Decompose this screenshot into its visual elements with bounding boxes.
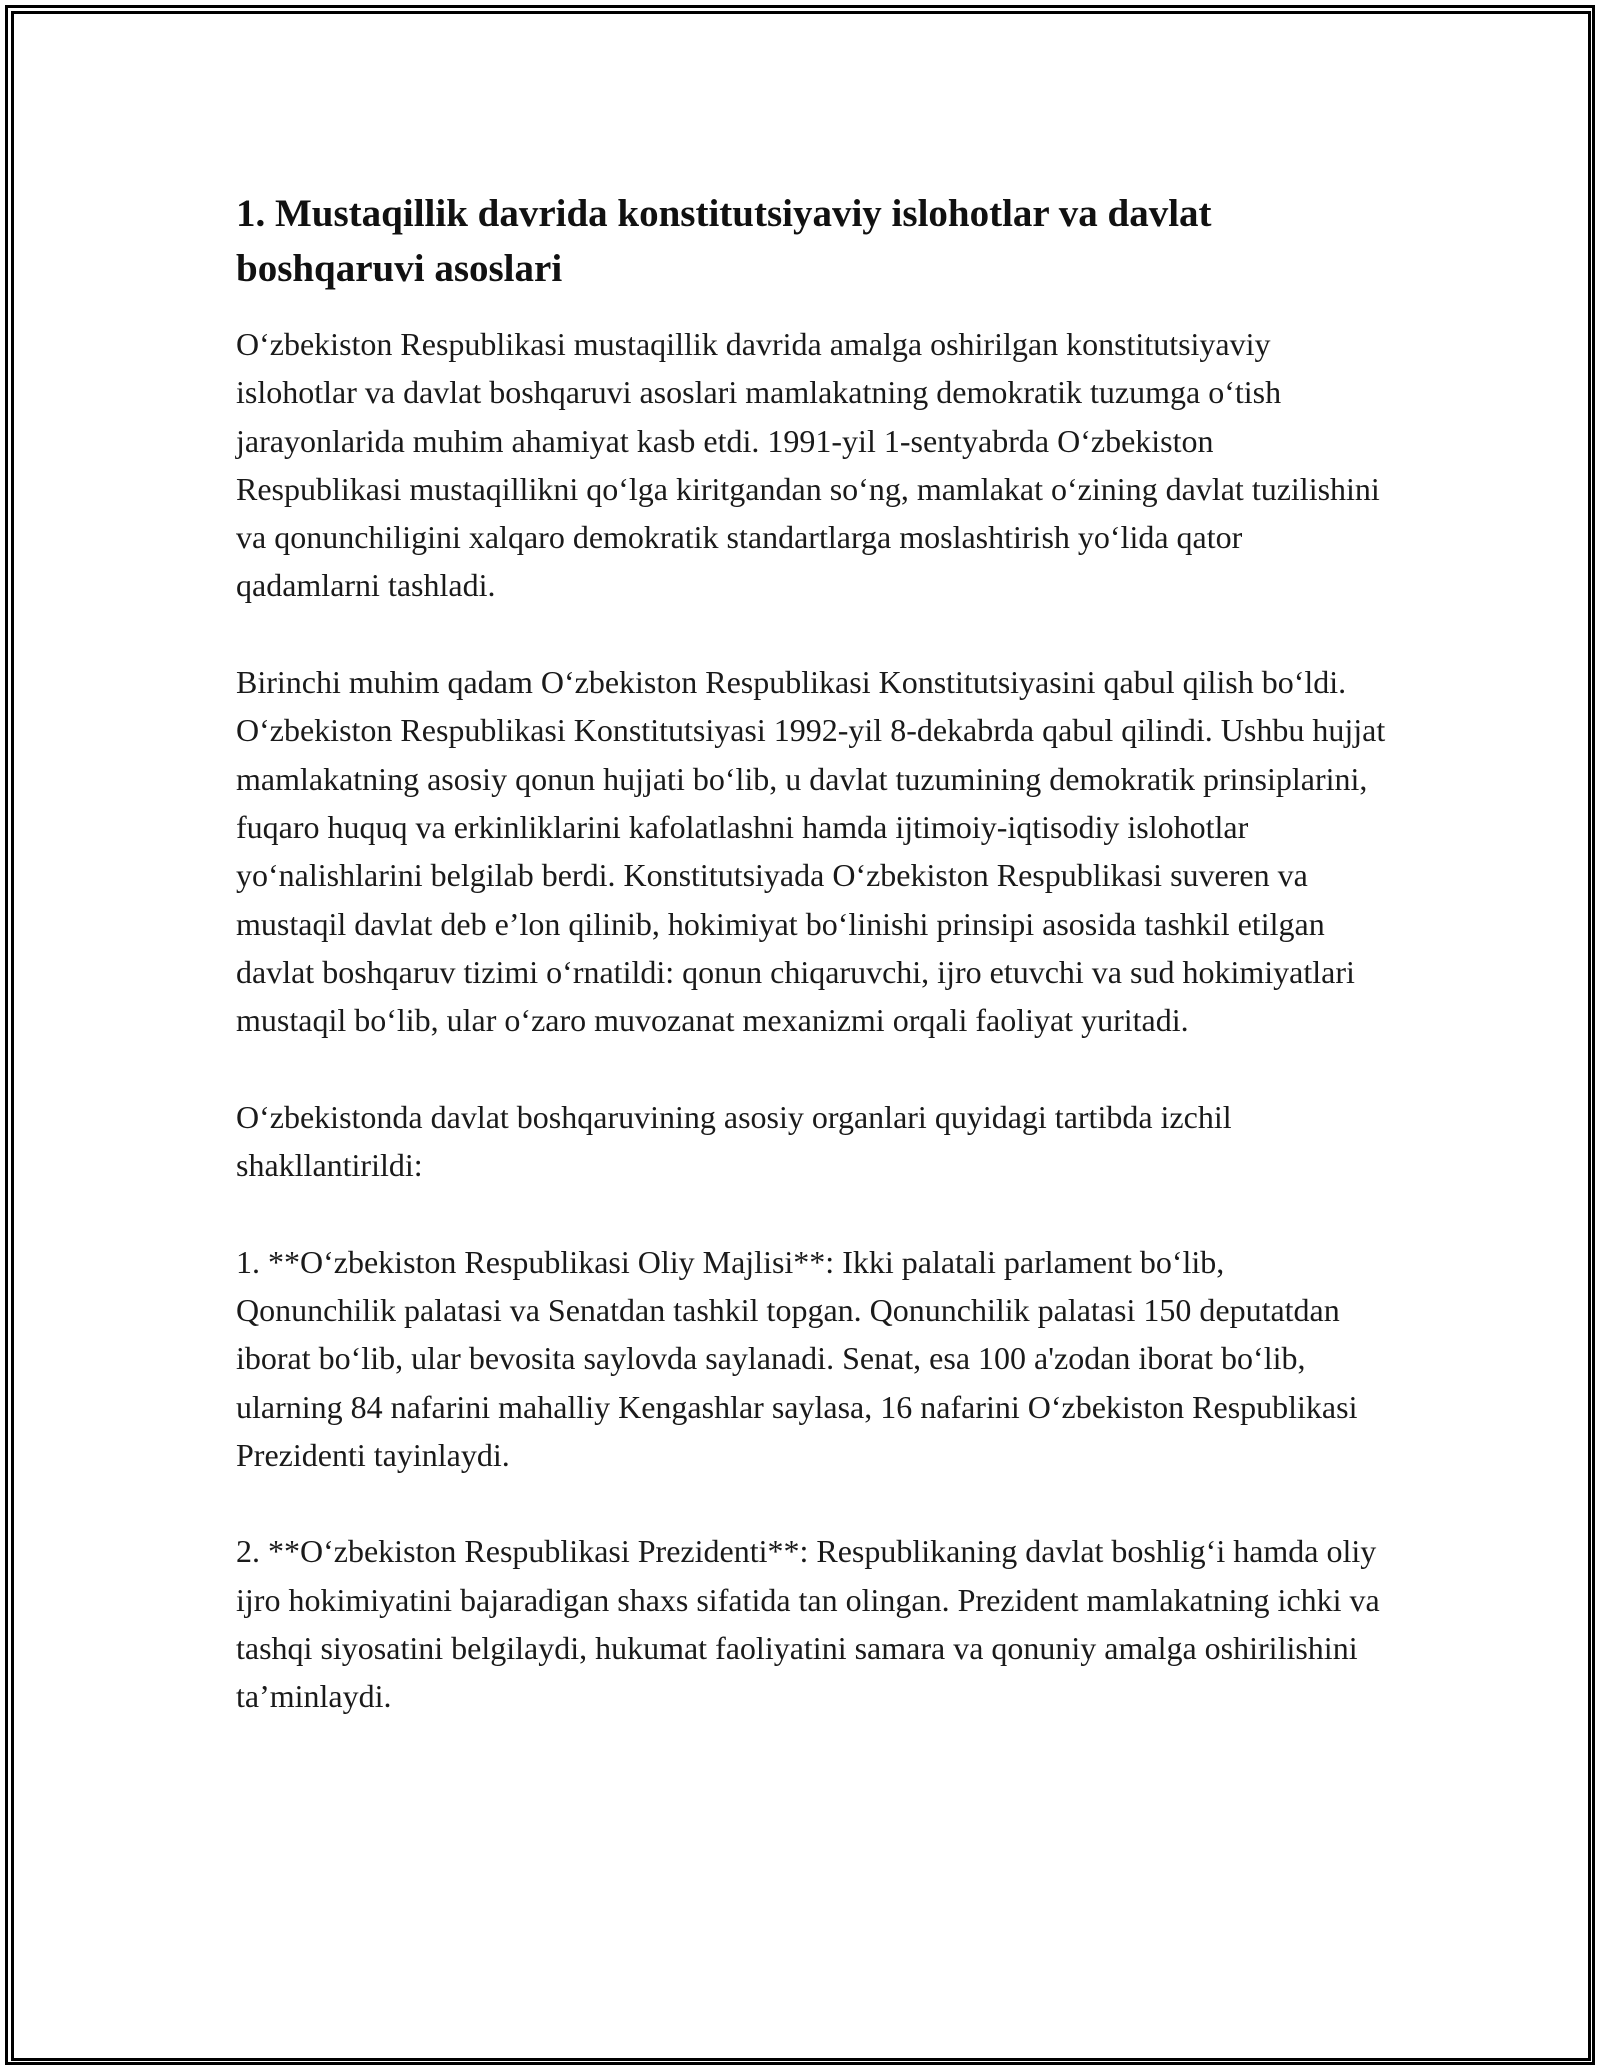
list-item-prezident: 2. **O‘zbekiston Respublikasi Prezidenti**: Respublikaning davlat boshlig‘i hamda oliy ijro hokimiyatini bajaradigan shaxs sifatida tan olingan. Prezident mamlakatning ichki va tashqi siyosatini belgilaydi, hukumat faoliyatini samara va qonuniy amalga oshirilishini ta’minlaydi. (236, 1533, 1380, 1715)
paragraph-organs-intro: O‘zbekistonda davlat boshqaruvining asosiy organlari quyidagi tartibda izchil shakllantirildi: (236, 1098, 1232, 1184)
section-heading: 1. Mustaqillik davrida konstitutsiyaviy islohotlar va davlat boshqaruvi asoslari (236, 192, 1212, 290)
document-body (236, 186, 1386, 1769)
paragraph-constitution: Birinchi muhim qadam O‘zbekiston Respublikasi Konstitutsiyasini qabul qilish bo‘ldi. O‘zbekiston Respublikasi Konstitutsiyasi 1992-yil 8-dekabrda qabul qilindi. Ushbu hujjat mamlakatning asosiy qonun hujjati bo‘lib, u davlat tuzumining demokratik prinsiplarini, fuqaro huquq va erkinliklarini kafolatlashni hamda ijtimoiy-iqtisodiy islohotlar yo‘nalishlarini belgilab berdi. Konstitutsiyada O‘zbekiston Respublikasi suveren va mustaqil davlat deb e’lon qilinib, hokimiyat bo‘linishi prinsipi asosida tashkil etilgan davlat boshqaruv tizimi o‘rnatildi: qonun chiqaruvchi, ijro etuvchi va sud hokimiyatlari mustaqil bo‘lib, ular o‘zaro muvozanat mexanizmi orqali faoliyat yuritadi. (236, 664, 1386, 1039)
list-item-oliy-majlis: 1. **O‘zbekiston Respublikasi Oliy Majlisi**: Ikki palatali parlament bo‘lib, Qonunchilik palatasi va Senatdan tashkil topgan. Qonunchilik palatasi 150 deputatdan iborat bo‘lib, ular bevosita saylovda saylanadi. Senat, esa 100 a'zodan iborat bo‘lib, ularning 84 nafarini mahalliy Kengashlar saylasa, 16 nafarini O‘zbekiston Respublikasi Prezidenti tayinlaydi. (236, 1243, 1358, 1473)
paragraph-intro: O‘zbekiston Respublikasi mustaqillik davrida amalga oshirilgan konstitutsiyaviy islohotlar va davlat boshqaruvi asoslari mamlakatning demokratik tuzumga o‘tish jarayonlarida muhim ahamiyat kasb etdi. 1991-yil 1-sentyabrda O‘zbekiston Respublikasi mustaqillikni qo‘lga kiritgandan so‘ng, mamlakat o‘zining davlat tuzilishini va qonunchiligini xalqaro demokratik standartlarga moslashtirish yo‘lida qator qadamlarni tashladi. (236, 326, 1380, 604)
